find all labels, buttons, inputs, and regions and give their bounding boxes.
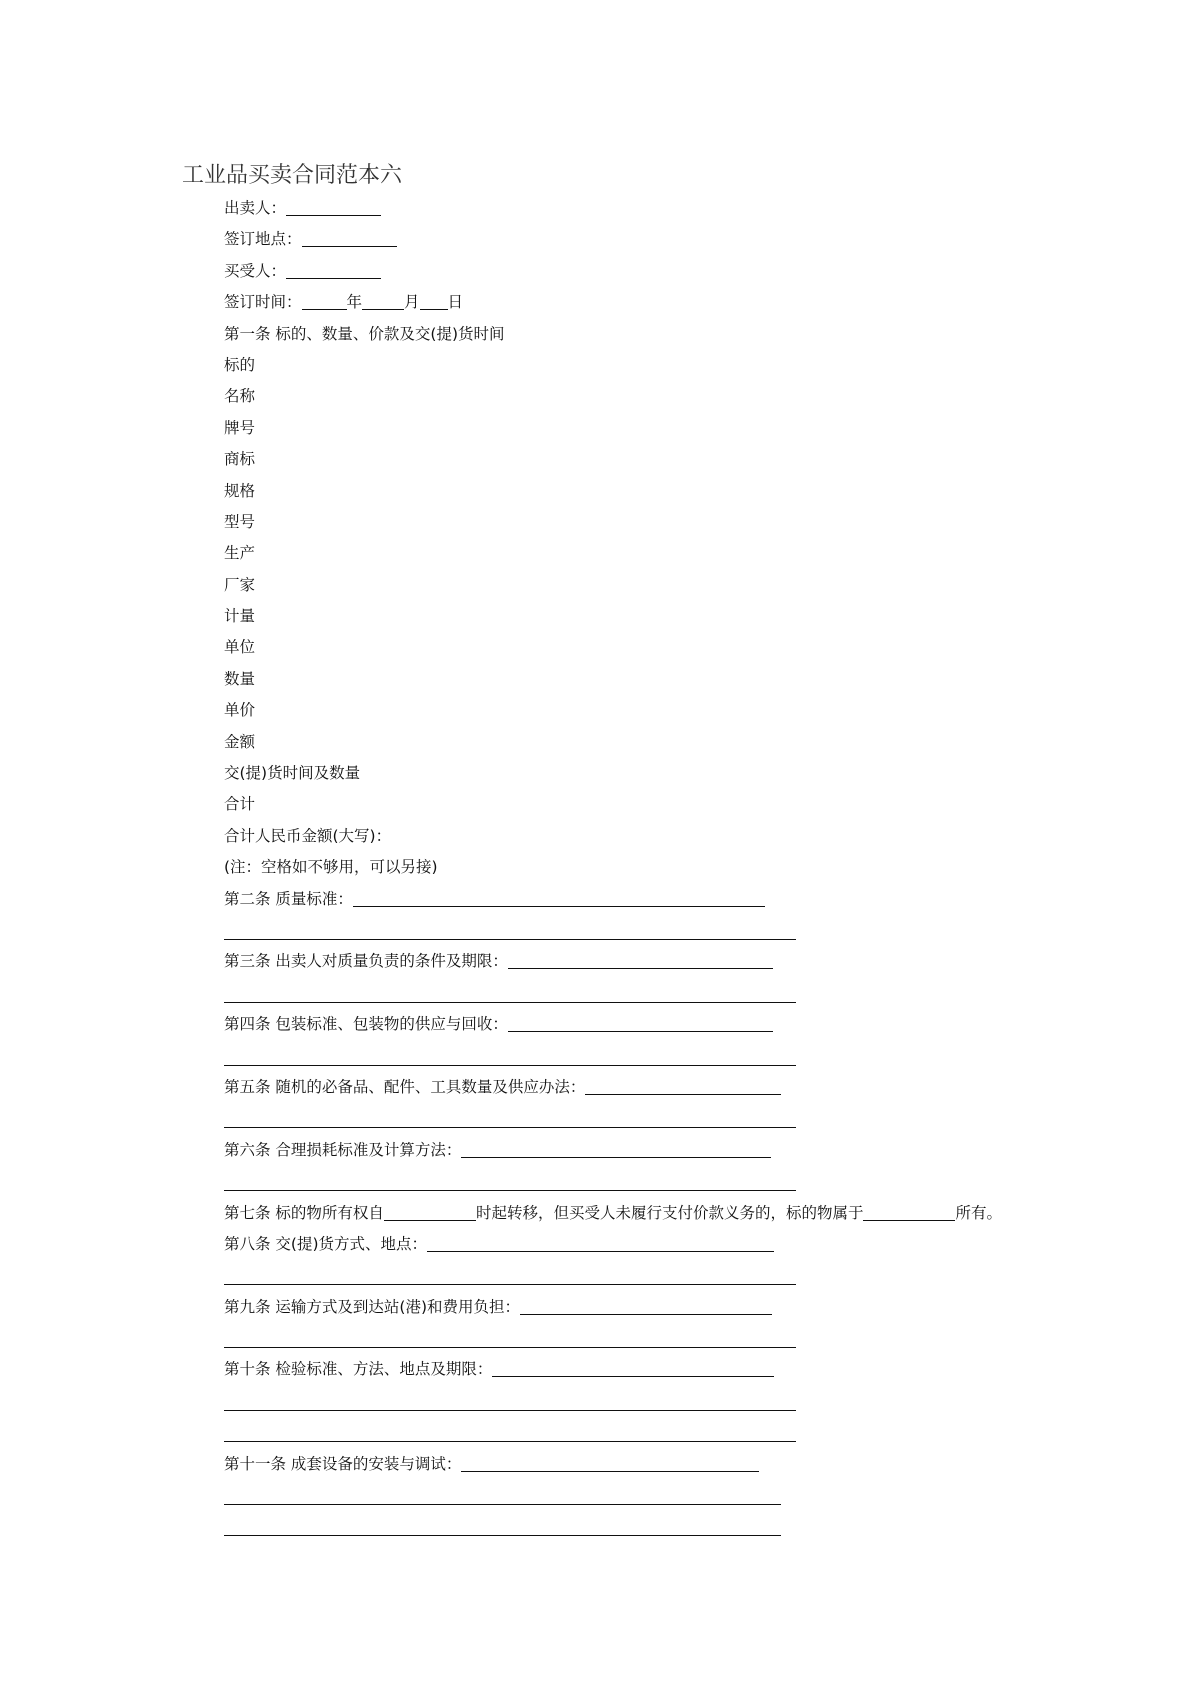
article-7-part2: 时起转移，但买受人未履行支付价款义务的，标的物属于 xyxy=(475,1203,864,1222)
article-2-extra-blank[interactable] xyxy=(224,915,796,940)
signing-place-label: 签订地点： xyxy=(224,230,302,249)
contract-body xyxy=(224,193,1164,1543)
column-spec: 规格 xyxy=(224,481,256,500)
column-name: 名称 xyxy=(224,387,256,406)
column-delivery-time: 交(提)货时间及数量 xyxy=(224,764,361,783)
article-10-extra-blank-1[interactable] xyxy=(224,1386,796,1411)
article-8-blank[interactable] xyxy=(427,1233,774,1252)
article-9-continuation xyxy=(224,1323,1164,1354)
table-note: (注：空格如不够用，可以另接) xyxy=(224,858,438,877)
buyer-label: 买受人： xyxy=(224,261,287,280)
article-2-label: 第二条 质量标准： xyxy=(224,889,353,908)
article-5-extra-blank[interactable] xyxy=(224,1103,796,1128)
column-trademark: 商标 xyxy=(224,450,256,469)
buyer-field xyxy=(224,256,1164,287)
article-10-label: 第十条 检验标准、方法、地点及期限： xyxy=(224,1360,493,1379)
article-4-blank[interactable] xyxy=(508,1013,773,1032)
article-3 xyxy=(224,946,1164,977)
buyer-blank[interactable] xyxy=(286,260,381,279)
article-10 xyxy=(224,1354,1164,1385)
article-9-extra-blank[interactable] xyxy=(224,1323,796,1348)
article-7-part1: 第七条 标的物所有权自 xyxy=(224,1203,384,1222)
article-3-extra-blank[interactable] xyxy=(224,978,796,1003)
article-9 xyxy=(224,1292,1164,1323)
article-5-label: 第五条 随机的必备品、配件、工具数量及供应办法： xyxy=(224,1077,586,1096)
article-5 xyxy=(224,1072,1164,1103)
year-label: 年 xyxy=(346,293,363,312)
article-3-blank[interactable] xyxy=(508,950,773,969)
article-3-label: 第三条 出卖人对质量负责的条件及期限： xyxy=(224,952,508,971)
article-11-continuation-1 xyxy=(224,1480,1164,1511)
article-7-part3: 所有。 xyxy=(955,1203,1002,1222)
article-11-extra-blank-2[interactable] xyxy=(224,1511,781,1536)
signing-place-field xyxy=(224,224,1164,255)
article-6-continuation xyxy=(224,1166,1164,1197)
column-manufacturer: 厂家 xyxy=(224,575,256,594)
article-11 xyxy=(224,1449,1164,1480)
article-11-blank[interactable] xyxy=(461,1453,759,1472)
day-blank[interactable] xyxy=(420,291,448,310)
article-2 xyxy=(224,884,1164,915)
article-2-continuation xyxy=(224,915,1164,946)
column-quantity: 数量 xyxy=(224,669,256,688)
article-11-label: 第十一条 成套设备的安装与调试： xyxy=(224,1454,462,1473)
month-blank[interactable] xyxy=(362,291,404,310)
article-9-label: 第九条 运输方式及到达站(港)和费用负担： xyxy=(224,1297,521,1316)
article-8-label: 第八条 交(提)货方式、地点： xyxy=(224,1234,428,1253)
article-8 xyxy=(224,1229,1164,1260)
article-6-blank[interactable] xyxy=(461,1139,771,1158)
article-6 xyxy=(224,1135,1164,1166)
column-amount: 金额 xyxy=(224,732,256,751)
column-produce: 生产 xyxy=(224,544,256,563)
column-item: 标的 xyxy=(224,355,256,374)
article-10-continuation-2 xyxy=(224,1417,1164,1448)
article-10-continuation-1 xyxy=(224,1386,1164,1417)
article-10-blank[interactable] xyxy=(492,1358,774,1377)
signing-date-field xyxy=(224,287,1164,318)
column-total: 合计 xyxy=(224,795,256,814)
document-title: 工业品买卖合同范本六 xyxy=(182,163,403,188)
column-unit-price: 单价 xyxy=(224,701,256,720)
article-4-extra-blank[interactable] xyxy=(224,1041,796,1066)
article-11-continuation-2 xyxy=(224,1511,1164,1542)
article-7-blank-2[interactable] xyxy=(863,1202,955,1221)
article-5-continuation xyxy=(224,1103,1164,1134)
article-10-extra-blank-2[interactable] xyxy=(224,1417,796,1442)
column-model: 型号 xyxy=(224,512,256,531)
signing-place-blank[interactable] xyxy=(302,228,397,247)
article-4 xyxy=(224,1009,1164,1040)
article-6-label: 第六条 合理损耗标准及计算方法： xyxy=(224,1140,462,1159)
total-rmb-label: 合计人民币金额(大写)： xyxy=(224,826,392,845)
column-measure: 计量 xyxy=(224,607,256,626)
month-label: 月 xyxy=(404,293,420,312)
article-8-continuation xyxy=(224,1260,1164,1291)
article-9-blank[interactable] xyxy=(520,1296,772,1315)
column-unit: 单位 xyxy=(224,638,256,657)
column-brand-no: 牌号 xyxy=(224,418,256,437)
article-7-blank-1[interactable] xyxy=(384,1202,476,1221)
signing-date-label: 签订时间： xyxy=(224,293,302,312)
article-1-heading: 第一条 标的、数量、价款及交(提)货时间 xyxy=(224,324,505,343)
article-3-continuation xyxy=(224,978,1164,1009)
article-4-continuation xyxy=(224,1041,1164,1072)
day-label: 日 xyxy=(447,293,464,312)
article-2-blank[interactable] xyxy=(353,888,765,907)
article-8-extra-blank[interactable] xyxy=(224,1260,796,1285)
article-7 xyxy=(224,1198,1164,1229)
article-4-label: 第四条 包装标准、包装物的供应与回收： xyxy=(224,1015,508,1034)
seller-label: 出卖人： xyxy=(224,199,287,217)
article-5-blank[interactable] xyxy=(585,1076,781,1095)
seller-field xyxy=(224,193,1164,224)
seller-blank[interactable] xyxy=(286,197,381,216)
article-6-extra-blank[interactable] xyxy=(224,1166,796,1191)
year-blank[interactable] xyxy=(302,291,347,310)
article-11-extra-blank-1[interactable] xyxy=(224,1480,781,1505)
